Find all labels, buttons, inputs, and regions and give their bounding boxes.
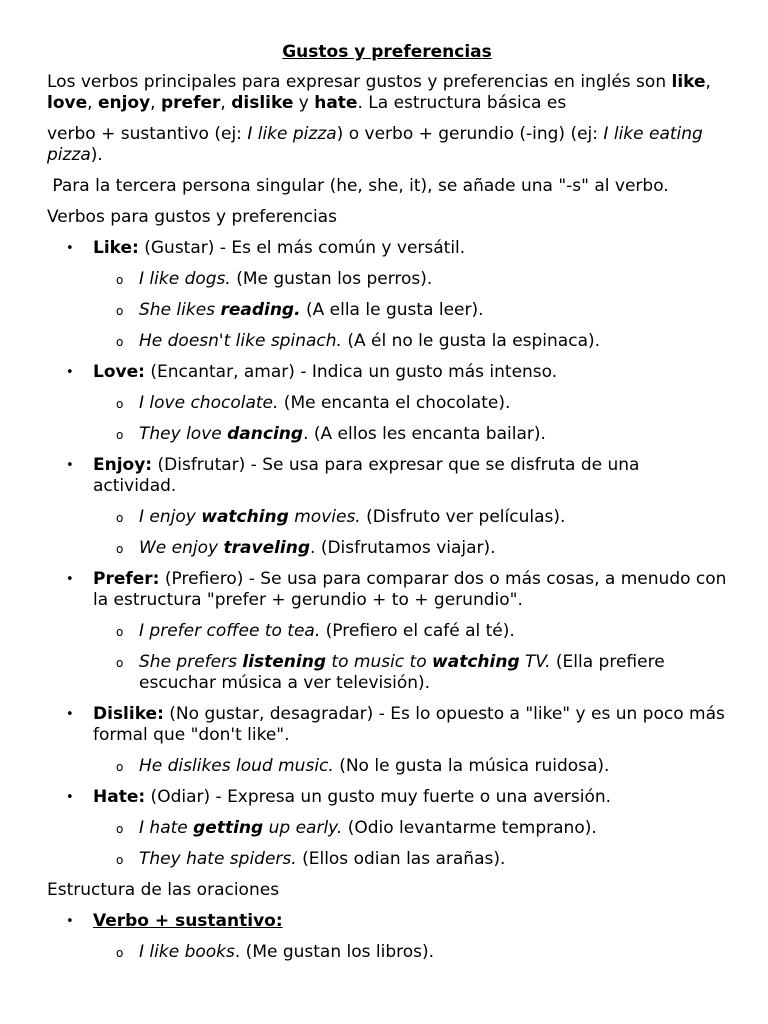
term-dislike: Dislike: [93, 704, 164, 724]
example-text: I like pizza [247, 124, 337, 144]
example-item [93, 756, 727, 777]
translation-text: . (A ellos les encanta bailar). [303, 424, 546, 444]
example-item [93, 424, 727, 445]
bullet-icon: • [66, 241, 74, 256]
section-heading-structure: Estructura de las oraciones [47, 880, 280, 900]
examples-like [93, 269, 727, 352]
example-item [93, 507, 727, 528]
example-text: I like eating pizza [47, 124, 703, 165]
translation-text: (A él no le gusta la espinaca). [341, 331, 601, 351]
list-item-hate [47, 787, 727, 870]
sub-bullet-icon: o [116, 335, 124, 349]
verb-love: love [47, 93, 88, 113]
example-item [93, 942, 727, 963]
examples-prefer [93, 621, 727, 694]
sub-bullet-icon: o [116, 428, 124, 442]
term-description: (Prefiero) - Se usa para comparar dos o más cosas, a menudo con la estructura "prefer + gerundio + to + gerundio". [93, 569, 727, 610]
separator: , [220, 93, 232, 113]
examples-love [93, 393, 727, 445]
example-item [93, 818, 727, 839]
translation-text: . (Disfrutamos viajar). [310, 538, 496, 558]
sub-bullet-icon: o [116, 511, 124, 525]
example-item [93, 849, 727, 870]
example-text: They hate spiders. [139, 849, 297, 869]
example-text: He doesn't like spinach. [139, 331, 342, 351]
intro-text: ). [90, 145, 103, 165]
term-like: Like: [93, 238, 139, 258]
verb-enjoy: enjoy [97, 93, 151, 113]
sub-bullet-icon: o [116, 273, 124, 287]
sub-bullet-icon: o [116, 822, 124, 836]
example-text: We enjoy [139, 538, 224, 558]
bullet-icon: • [66, 914, 74, 929]
example-text: She likes [139, 300, 221, 320]
translation-text: (Prefiero el café al té). [320, 621, 515, 641]
examples-dislike [93, 756, 727, 777]
example-emphasis: traveling [223, 538, 311, 558]
sub-bullet-icon: o [116, 946, 124, 960]
translation-text: (Disfruto ver películas). [360, 507, 566, 527]
sub-bullet-icon: o [116, 656, 124, 670]
example-emphasis: watching [432, 652, 520, 672]
examples-enjoy [93, 507, 727, 559]
examples-verb-noun [93, 942, 727, 963]
bullet-icon: • [66, 365, 74, 380]
list-item-like [47, 238, 727, 352]
list-item-dislike [47, 704, 727, 777]
list-item-love [47, 362, 727, 445]
document-page [47, 42, 727, 973]
translation-text: . (Me gustan los libros). [234, 942, 435, 962]
example-text: up early. [263, 818, 343, 838]
intro-paragraph-2 [47, 124, 727, 166]
example-emphasis: dancing [227, 424, 304, 444]
translation-text: (No le gusta la música ruidosa). [333, 756, 610, 776]
intro-text: verbo + sustantivo (ej: [47, 124, 248, 144]
translation-text: (A ella le gusta leer). [300, 300, 484, 320]
translation-text: (Me gustan los perros). [230, 269, 433, 289]
separator: , [150, 93, 161, 113]
term-description: (Odiar) - Expresa un gusto muy fuerte o una aversión. [145, 787, 612, 807]
verb-prefer: prefer [160, 93, 221, 113]
example-item [93, 393, 727, 414]
example-text: movies. [288, 507, 361, 527]
example-text: I hate [139, 818, 194, 838]
term-description: (Gustar) - Es el más común y versátil. [138, 238, 466, 258]
list-item-enjoy [47, 455, 727, 559]
example-item [93, 331, 727, 352]
intro-paragraph-1 [47, 72, 727, 114]
term-description: (Disfrutar) - Se usa para expresar que se disfruta de una actividad. [93, 455, 640, 496]
example-item [93, 538, 727, 559]
structure-list [47, 911, 727, 963]
example-emphasis: reading. [220, 300, 301, 320]
example-item [93, 300, 727, 321]
example-item [93, 621, 727, 642]
bullet-icon: • [66, 707, 74, 722]
intro-text: . La estructura básica es [357, 93, 567, 113]
example-text: He dislikes loud music. [139, 756, 334, 776]
sub-bullet-icon: o [116, 304, 124, 318]
bullet-icon: • [66, 572, 74, 587]
intro-text: ) o verbo + gerundio (-ing) (ej: [336, 124, 604, 144]
sub-bullet-icon: o [116, 542, 124, 556]
example-text: She prefers [139, 652, 243, 672]
example-text: I like dogs. [139, 269, 231, 289]
verb-like: like [671, 72, 706, 92]
example-text: I enjoy [139, 507, 202, 527]
term-love: Love: [93, 362, 145, 382]
separator: , [705, 72, 711, 92]
example-text: TV. [519, 652, 551, 672]
term-description: (No gustar, desagradar) - Es lo opuesto a "like" y es un poco más formal que "don't like". [93, 704, 725, 745]
verbs-list [47, 238, 727, 870]
sub-bullet-icon: o [116, 853, 124, 867]
term-verb-noun: Verbo + sustantivo: [93, 911, 283, 931]
examples-hate [93, 818, 727, 870]
verb-dislike: dislike [231, 93, 294, 113]
intro-text: Los verbos principales para expresar gustos y preferencias en inglés son [47, 72, 672, 92]
translation-text: (Ellos odian las arañas). [296, 849, 506, 869]
list-item-prefer [47, 569, 727, 694]
bullet-icon: • [66, 790, 74, 805]
example-emphasis: getting [193, 818, 264, 838]
term-prefer: Prefer: [93, 569, 160, 589]
example-emphasis: watching [201, 507, 289, 527]
document-title: Gustos y preferencias [282, 42, 492, 62]
bullet-icon: • [66, 458, 74, 473]
term-description: (Encantar, amar) - Indica un gusto más intenso. [144, 362, 558, 382]
verb-hate: hate [314, 93, 358, 113]
sub-bullet-icon: o [116, 397, 124, 411]
intro-paragraph-3: Para la tercera persona singular (he, she, it), se añade una "-s" al verbo. [47, 176, 669, 196]
example-text: I like books [139, 942, 235, 962]
sub-bullet-icon: o [116, 625, 124, 639]
example-text: I prefer coffee to tea. [139, 621, 321, 641]
term-hate: Hate: [93, 787, 146, 807]
translation-text: (Odio levantarme temprano). [342, 818, 597, 838]
example-emphasis: listening [242, 652, 327, 672]
example-text: I love chocolate. [139, 393, 279, 413]
example-item [93, 652, 727, 694]
section-heading-verbs: Verbos para gustos y preferencias [47, 207, 337, 227]
example-item [93, 269, 727, 290]
sub-bullet-icon: o [116, 760, 124, 774]
list-item-verb-noun [47, 911, 727, 963]
translation-text: (Me encanta el chocolate). [278, 393, 511, 413]
example-text: They love [139, 424, 228, 444]
separator: , [87, 93, 98, 113]
term-enjoy: Enjoy: [93, 455, 153, 475]
separator: y [293, 93, 315, 113]
translation-text: (Ella prefiere escuchar música a ver televisión). [139, 652, 665, 693]
example-text: to music to [326, 652, 433, 672]
